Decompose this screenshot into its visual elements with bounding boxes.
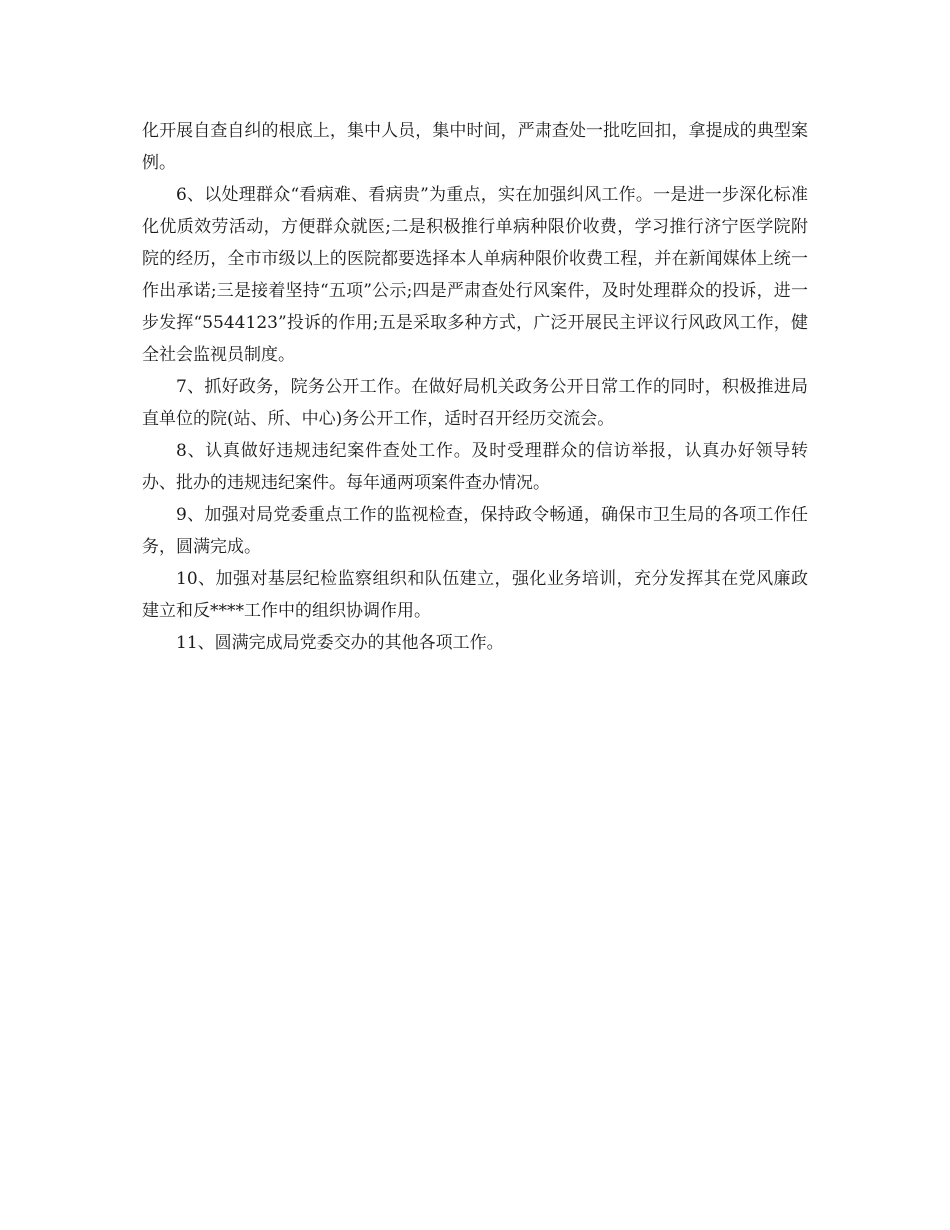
document-body — [142, 115, 808, 659]
paragraph-item-8: 8、认真做好违规违纪案件查处工作。及时受理群众的信访举报，认真办好领导转办、批办的违规违纪案件。每年通两项案件查办情况。 — [142, 441, 808, 493]
paragraph-item-6: 6、以处理群众“看病难、看病贵”为重点，实在加强纠风工作。一是进一步深化标准化优质效劳活动，方便群众就医;二是积极推行单病种限价收费，学习推行济宁医学院附院的经历，全市市级以上的医院都要选择本人单病种限价收费工程，并在新闻媒体上统一作出承诺;三是接着坚持“五项”公示;四是严肃查处行风案件，及时处理群众的投诉，进一步发挥“5544123”投诉的作用;五是采取多种方式，广泛开展民主评议行风政风工作，健全社会监视员制度。 — [142, 185, 808, 365]
paragraph-item-10: 10、加强对基层纪检监察组织和队伍建立，强化业务培训，充分发挥其在党风廉政建立和反****工作中的组织协调作用。 — [142, 569, 808, 621]
paragraph-item-7: 7、抓好政务，院务公开工作。在做好局机关政务公开日常工作的同时，积极推进局直单位的院(站、所、中心)务公开工作，适时召开经历交流会。 — [142, 377, 808, 429]
paragraph-item-9: 9、加强对局党委重点工作的监视检查，保持政令畅通，确保市卫生局的各项工作任务，圆满完成。 — [142, 505, 808, 557]
paragraph-item-11: 11、圆满完成局党委交办的其他各项工作。 — [176, 633, 504, 653]
paragraph-continuation: 化开展自查自纠的根底上，集中人员，集中时间，严肃查处一批吃回扣，拿提成的典型案例。 — [142, 121, 808, 173]
